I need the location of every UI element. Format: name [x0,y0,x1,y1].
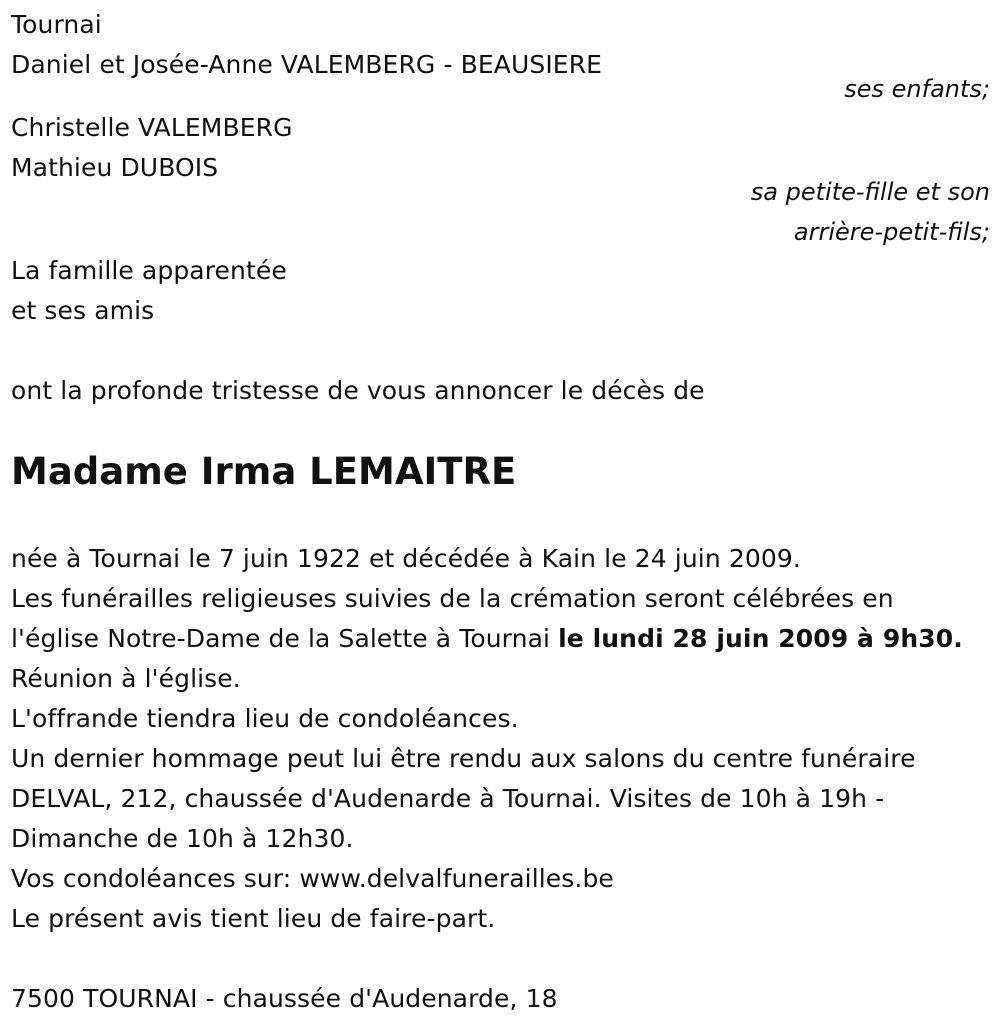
funeral-line1: Les funérailles religieuses suivies de la crémation seront célébrées en [11,584,894,613]
family-line1: La famille apparentée [11,256,287,285]
children-names: Daniel et Josée-Anne VALEMBERG - BEAUSIERE [11,50,603,79]
offering-line: L'offrande tiendra lieu de condoléances. [11,704,519,733]
deceased-name: Madame Irma LEMAITRE [11,450,517,493]
tribute-line3: Dimanche de 10h à 12h30. [11,824,354,853]
grandchildren-role-line1: sa petite-fille et son [750,178,990,206]
announcement-intro: ont la profonde tristesse de vous annoncer le décès de [11,376,705,405]
grandchildren-role-line2: arrière-petit-fils; [793,218,990,246]
notice-line: Le présent avis tient lieu de faire-part. [11,904,496,933]
children-role: ses enfants; [844,75,990,103]
birth-death-line: née à Tournai le 7 juin 1922 et décédée à Kain le 24 juin 2009. [11,544,801,573]
grandchild-name: Christelle VALEMBERG [11,113,293,142]
funeral-place: l'église Notre-Dame de la Salette à Tournai [11,624,559,653]
meeting-line: Réunion à l'église. [11,664,241,693]
tribute-line1: Un dernier hommage peut lui être rendu aux salons du centre funéraire [11,744,916,773]
funeral-date: le lundi 28 juin 2009 à 9h30. [558,624,963,653]
address-line: 7500 TOURNAI - chaussée d'Audenarde, 18 [11,984,558,1013]
funeral-line2 [11,624,963,654]
city-label: Tournai [11,10,102,39]
family-line2: et ses amis [11,296,155,325]
tribute-line2: DELVAL, 212, chaussée d'Audenarde à Tournai. Visites de 10h à 19h - [11,784,885,813]
great-grandchild-name: Mathieu DUBOIS [11,153,219,182]
condolences-line: Vos condoléances sur: www.delvalfunerailles.be [11,864,614,893]
